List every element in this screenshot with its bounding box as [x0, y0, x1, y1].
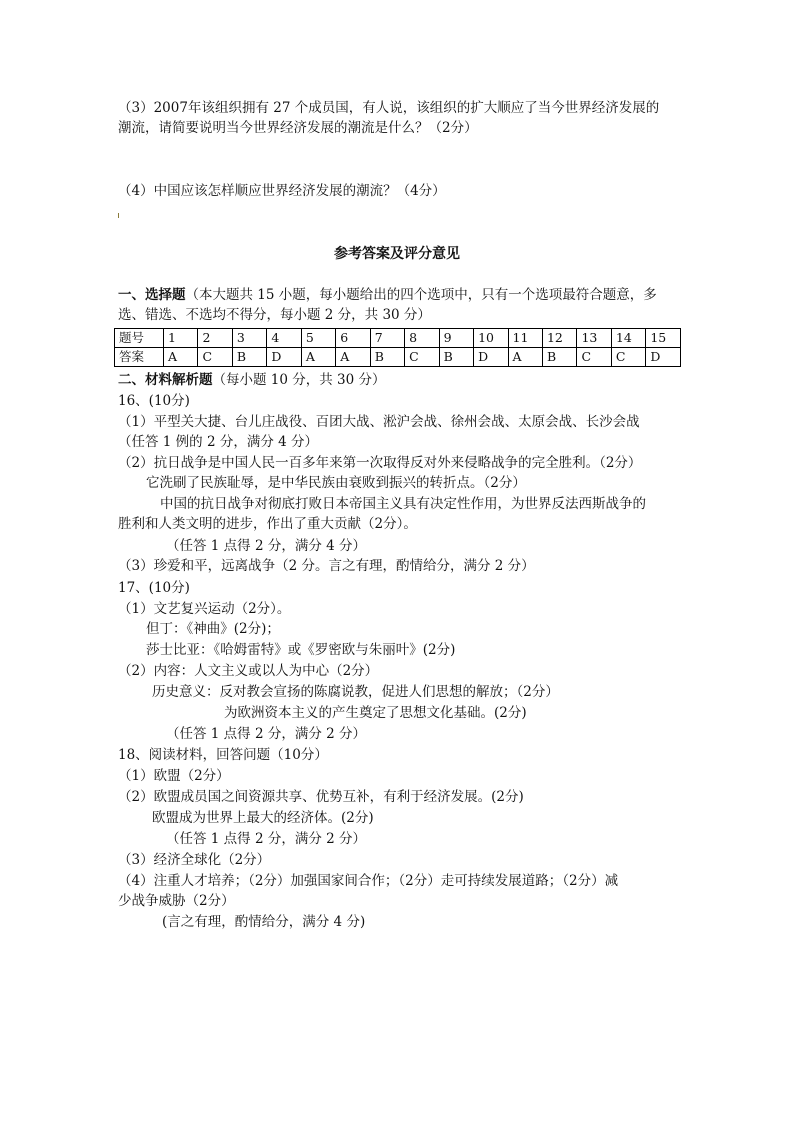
q17-answer2-significance1: 历史意义：反对教会宣扬的陈腐说教，促进人们思想的解放；（2分）: [152, 684, 559, 700]
table-label-number: 题号: [115, 329, 164, 348]
table-cell-number: 15: [646, 329, 681, 348]
table-cell-answer: B: [232, 348, 266, 367]
table-cell-number: 13: [577, 329, 611, 348]
answer-title: 参考答案及评分意见: [334, 246, 460, 262]
section2-heading: 二、材料解析题: [118, 372, 213, 388]
answer-table-answer-row: [115, 348, 681, 367]
table-cell-answer: B: [542, 348, 576, 367]
table-cell-answer: C: [577, 348, 611, 367]
q17-answer2-significance2: 为欧洲资本主义的产生奠定了思想文化基础。(2分): [224, 705, 527, 721]
section1-desc: （本大题共 15 小题，每小题给出的四个选项中，只有一个选项最符合题意，多: [185, 287, 657, 303]
q16-heading: 16、(10分): [118, 393, 190, 409]
q18-answer3: （3）经济全球化（2分）: [118, 852, 271, 868]
q18-answer4-line2: 少战争威胁（2分）: [118, 893, 235, 909]
section2-desc: （每小题 10 分，共 30 分）: [212, 372, 386, 388]
table-cell-number: 1: [164, 329, 198, 348]
table-cell-answer: C: [405, 348, 439, 367]
q18-answer4-line1: （4）注重人才培养；（2分）加强国家间合作；（2分）走可持续发展道路；（2分）减: [118, 873, 619, 889]
q16-answer2-line3: 中国的抗日战争对彻底打败日本帝国主义具有决定性作用，为世界反法西斯战争的: [160, 496, 646, 512]
table-cell-answer: D: [267, 348, 301, 367]
q16-answer1-note: （任答 1 例的 2 分，满分 4 分）: [118, 434, 319, 450]
question-4: （4）中国应该怎样顺应世界经济发展的潮流？（4分）: [118, 183, 446, 199]
table-cell-number: 5: [301, 329, 335, 348]
q17-heading: 17、(10分): [118, 580, 190, 596]
q18-heading: 18、阅读材料，回答问题（10分）: [118, 747, 328, 763]
q17-answer1-shakespeare: 莎士比亚：《哈姆雷特》或《罗密欧与朱丽叶》(2分): [146, 642, 456, 658]
answer-table: [114, 328, 681, 367]
q16-answer2-line4: 胜利和人类文明的进步，作出了重大贡献（2分）。: [118, 516, 417, 532]
table-cell-answer: A: [508, 348, 542, 367]
q16-answer2-line2: 它洗刷了民族耻辱，是中华民族由衰败到振兴的转折点。（2分）: [146, 475, 526, 491]
table-cell-number: 7: [370, 329, 404, 348]
table-cell-answer: B: [370, 348, 404, 367]
table-cell-number: 11: [508, 329, 542, 348]
table-cell-answer: A: [301, 348, 335, 367]
q18-answer2-line1: （2）欧盟成员国之间资源共享、优势互补，有利于经济发展。(2分): [118, 789, 524, 805]
q16-answer2-note: （任答 1 点得 2 分，满分 4 分）: [166, 538, 367, 554]
q17-answer1-dante: 但丁：《神曲》(2分)；: [146, 621, 280, 637]
table-cell-answer: C: [611, 348, 645, 367]
section1-desc-line2: 选、错选、不选均不得分，每小题 2 分，共 30 分）: [118, 307, 431, 323]
table-cell-answer: C: [198, 348, 232, 367]
table-cell-answer: D: [474, 348, 508, 367]
table-cell-answer: A: [164, 348, 198, 367]
question-3-line2: 潮流，请简要说明当今世界经济发展的潮流是什么？（2分）: [118, 120, 478, 136]
answer-table-number-row: [115, 329, 681, 348]
q18-answer2-line2: 欧盟成为世界上最大的经济体。(2分): [152, 810, 374, 826]
table-label-answer: 答案: [115, 348, 164, 367]
table-cell-number: 4: [267, 329, 301, 348]
question-3-line1: （3）2007年该组织拥有 27 个成员国，有人说，该组织的扩大顺应了当今世界经济发展的: [118, 100, 660, 116]
table-cell-number: 12: [542, 329, 576, 348]
table-cell-number: 3: [232, 329, 266, 348]
q18-answer1: （1）欧盟（2分）: [118, 768, 230, 784]
table-cell-number: 10: [474, 329, 508, 348]
table-cell-answer: B: [439, 348, 473, 367]
table-cell-answer: D: [646, 348, 681, 367]
q16-answer2-line1: （2）抗日战争是中国人民一百多年来第一次取得反对外来侵略战争的完全胜利。（2分）: [118, 455, 642, 471]
q16-answer1: （1）平型关大捷、台儿庄战役、百团大战、淞沪会战、徐州会战、太原会战、长沙会战: [118, 414, 640, 430]
q17-answer2: （2）内容：人文主义或以人为中心（2分）: [118, 663, 379, 679]
section1-desc-line1: [118, 285, 657, 305]
q17-answer1: （1）文艺复兴运动（2分）。: [118, 601, 291, 617]
table-cell-number: 2: [198, 329, 232, 348]
table-cell-number: 6: [336, 329, 370, 348]
table-cell-number: 8: [405, 329, 439, 348]
q17-answer2-note: （任答 1 点得 2 分，满分 2 分）: [166, 726, 367, 742]
q18-answer2-note: （任答 1 点得 2 分，满分 2 分）: [166, 831, 367, 847]
q16-answer3: （3）珍爱和平，远离战争（2 分。言之有理，酌情给分，满分 2 分）: [118, 558, 535, 574]
section1-heading: 一、选择题: [118, 287, 186, 303]
table-cell-answer: A: [336, 348, 370, 367]
section2-heading-line: [118, 370, 386, 390]
table-cell-number: 9: [439, 329, 473, 348]
q18-answer4-note: (言之有理，酌情给分，满分 4 分): [162, 914, 366, 930]
table-cell-number: 14: [611, 329, 645, 348]
stray-mark: [118, 213, 119, 218]
